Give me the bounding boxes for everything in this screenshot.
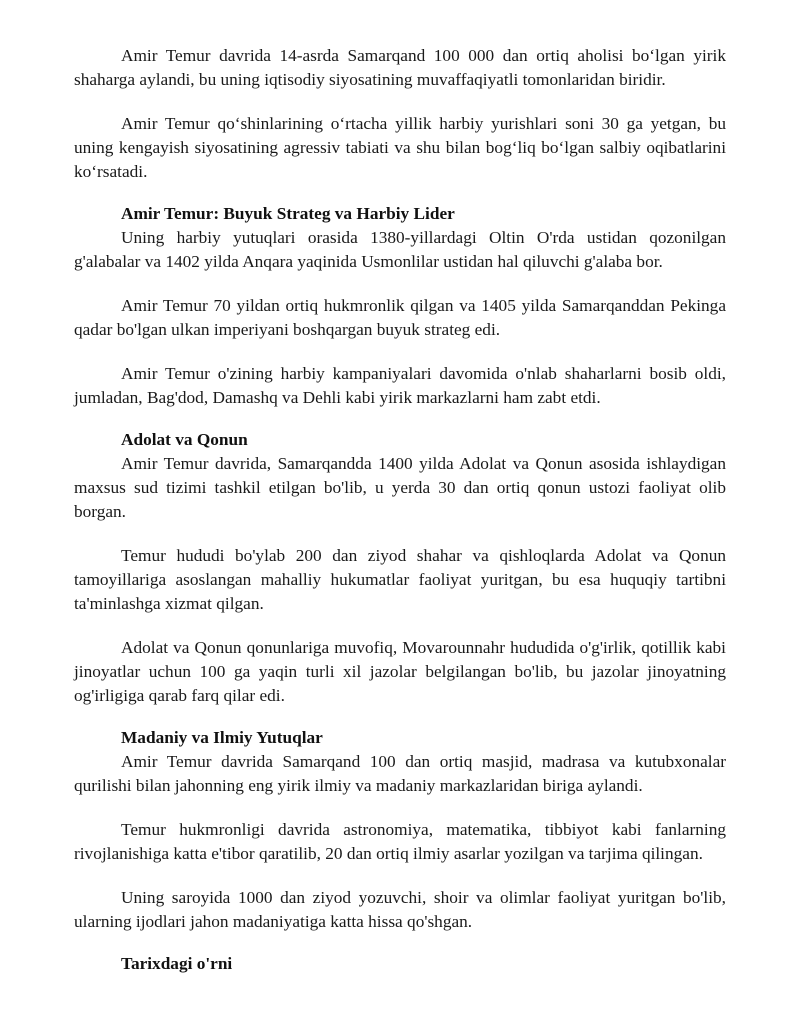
section-heading-strategist: Amir Temur: Buyuk Strateg va Harbiy Lider [121,204,455,223]
document-page [74,44,726,976]
intro-paragraph-1: Amir Temur davrida 14-asrda Samarqand 100 000 dan ortiq aholisi boʻlgan yirik shaharga aylandi, bu uning iqtisodiy siyosatining muvaffaqiyatli tomonlaridan biridir. [74,46,726,89]
justice-paragraph-2: Temur hududi bo'ylab 200 dan ziyod shahar va qishloqlarda Adolat va Qonun tamoyillariga asoslangan mahalliy hukumatlar faoliyat yuritgan, bu esa huquqiy tartibni ta'minlashga xizmat qilgan. [74,546,726,613]
culture-paragraph-2: Temur hukmronligi davrida astronomiya, matematika, tibbiyot kabi fanlarning rivojlanishiga katta e'tibor qaratilib, 20 dan ortiq ilmiy asarlar yozilgan va tarjima qilingan. [74,820,726,863]
strategist-paragraph-2: Amir Temur 70 yildan ortiq hukmronlik qilgan va 1405 yilda Samarqanddan Pekinga qadar bo'lgan ulkan imperiyani boshqargan buyuk strateg edi. [74,296,726,339]
culture-paragraph-1: Amir Temur davrida Samarqand 100 dan ortiq masjid, madrasa va kutubxonalar qurilishi bilan jahonning eng yirik ilmiy va madaniy markazlaridan biriga aylandi. [74,752,726,795]
intro-paragraph-2: Amir Temur qoʻshinlarining oʻrtacha yillik harbiy yurishlari soni 30 ga yetgan, bu uning kengayish siyosatining agressiv tabiati va shu bilan bogʻliq boʻlgan salbiy oqibatlarini koʻrsatadi. [74,114,726,181]
section-heading-culture: Madaniy va Ilmiy Yutuqlar [121,728,323,747]
strategist-paragraph-1: Uning harbiy yutuqlari orasida 1380-yillardagi Oltin O'rda ustidan qozonilgan g'alabalar va 1402 yilda Anqara yaqinida Usmonlilar ustidan hal qiluvchi g'alaba bor. [74,228,726,271]
justice-paragraph-3: Adolat va Qonun qonunlariga muvofiq, Movarounnahr hududida o'g'irlik, qotillik kabi jinoyatlar uchun 100 ga yaqin turli xil jazolar belgilangan bo'lib, bu jazolar jinoyatning og'irligiga qarab farq qilar edi. [74,638,726,705]
justice-paragraph-1: Amir Temur davrida, Samarqandda 1400 yilda Adolat va Qonun asosida ishlaydigan maxsus sud tizimi tashkil etilgan bo'lib, u yerda 30 dan ortiq qonun ustozi faoliyat olib borgan. [74,454,726,521]
culture-paragraph-3: Uning saroyida 1000 dan ziyod yozuvchi, shoir va olimlar faoliyat yuritgan bo'lib, ularning ijodlari jahon madaniyatiga katta hissa qo'shgan. [74,888,726,931]
section-heading-justice: Adolat va Qonun [121,430,248,449]
section-heading-history: Tarixdagi o'rni [121,954,233,973]
strategist-paragraph-3: Amir Temur o'zining harbiy kampaniyalari davomida o'nlab shaharlarni bosib oldi, jumladan, Bag'dod, Damashq va Dehli kabi yirik markazlarni ham zabt etdi. [74,364,726,407]
